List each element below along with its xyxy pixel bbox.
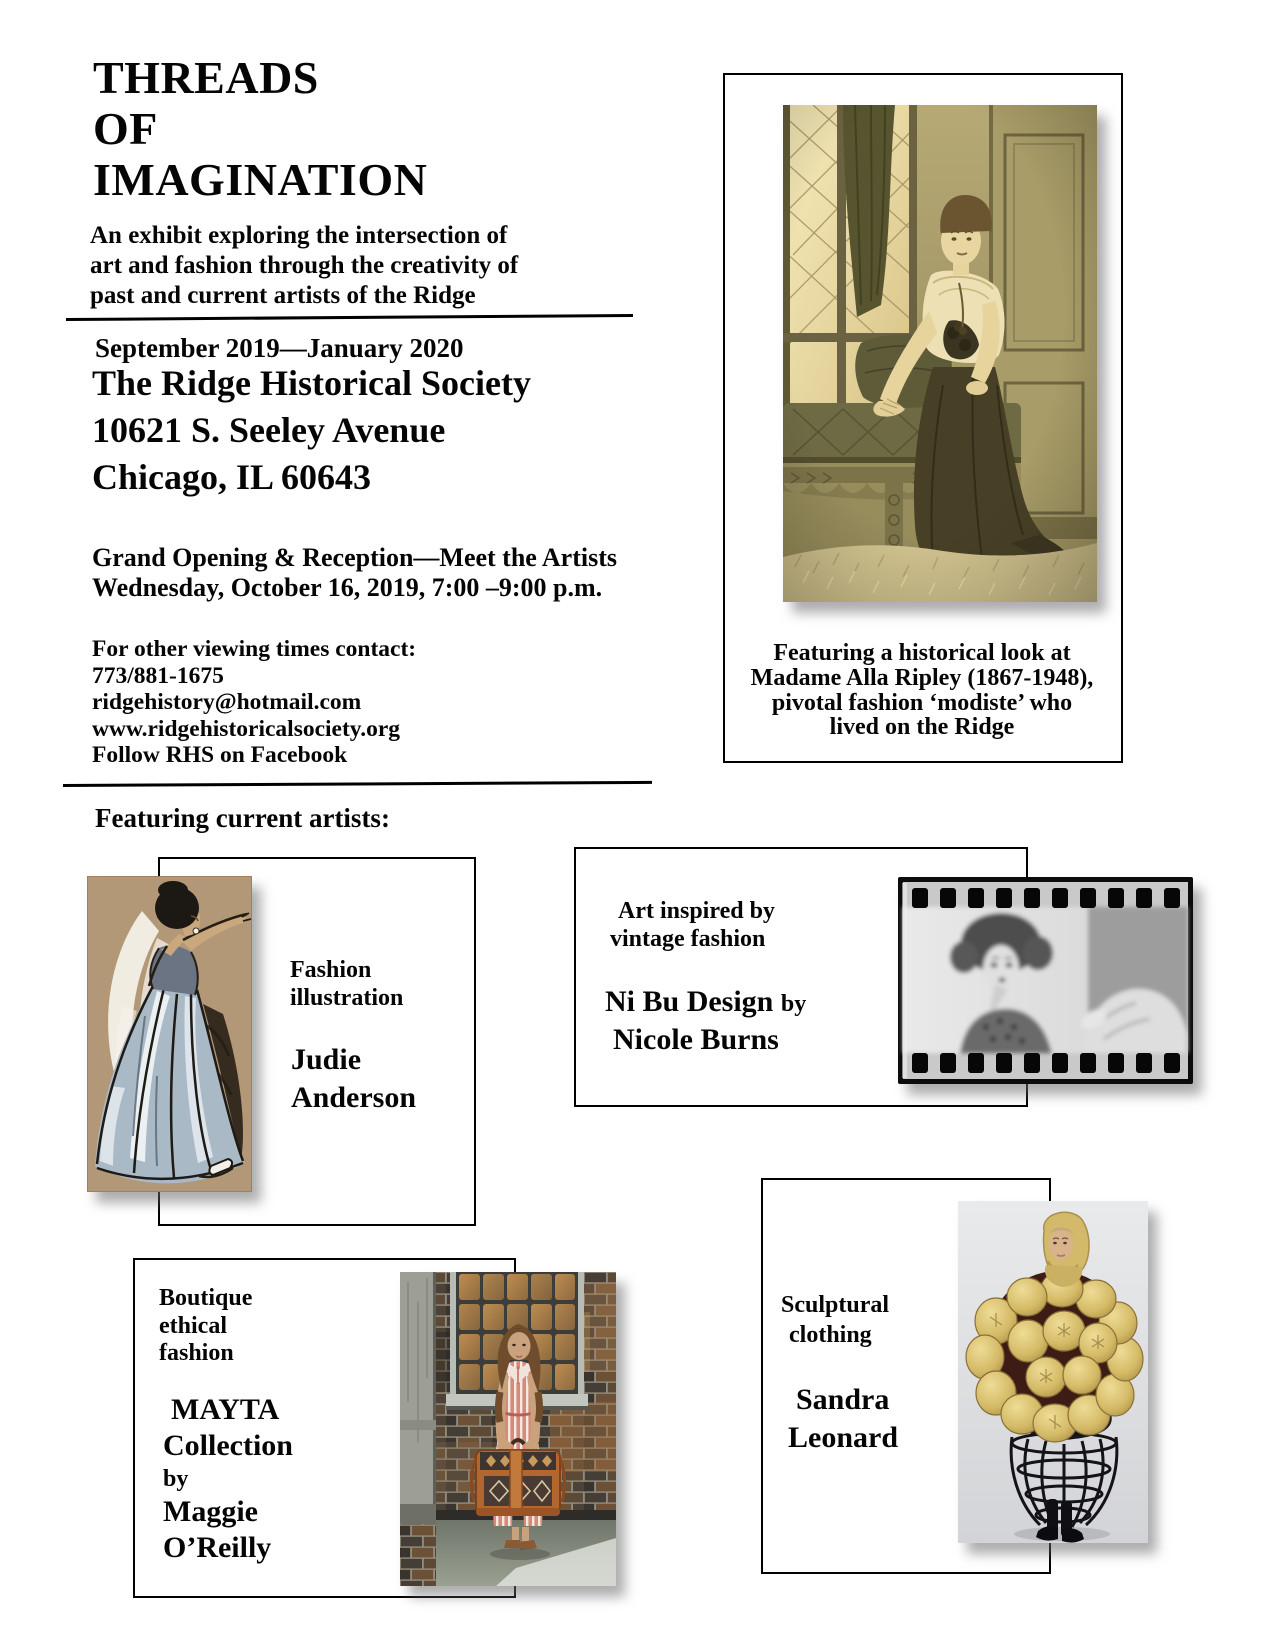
- exhibit-dates: September 2019—January 2020: [95, 333, 464, 363]
- sandra-name: [788, 1381, 898, 1457]
- venue-line: The Ridge Historical Society: [92, 363, 531, 403]
- sculptural-clothing-photo: [958, 1201, 1148, 1543]
- artist-name-line: Judie: [291, 1043, 362, 1076]
- specialty-line: Art inspired by: [618, 898, 775, 924]
- film-strip-doll-image: [898, 877, 1193, 1084]
- title-line: IMAGINATION: [93, 154, 428, 205]
- caption-line: lived on the Ridge: [829, 714, 1015, 741]
- nibu-name: [605, 984, 806, 1058]
- contact-info: [92, 636, 416, 769]
- opening-line: Grand Opening & Reception—Meet the Artists: [92, 543, 618, 572]
- artist-name-line: Maggie: [163, 1495, 258, 1528]
- judie-name: [291, 1041, 416, 1117]
- by-label: by: [163, 1466, 189, 1492]
- page-title: [93, 52, 427, 205]
- contact-website: www.ridgehistoricalsociety.org: [92, 715, 401, 742]
- divider-bottom: [63, 781, 652, 787]
- exhibit-subtitle: [90, 221, 518, 311]
- specialty-line: Sculptural: [781, 1292, 890, 1318]
- ripley-window-seat-photo: [783, 105, 1097, 602]
- artist-name-line: Nicole Burns: [613, 1023, 779, 1056]
- judie-specialty: [290, 957, 403, 1012]
- contact-phone: 773/881-1675: [92, 662, 224, 689]
- subtitle-line: An exhibit exploring the intersection of: [90, 222, 508, 249]
- specialty-line: illustration: [290, 984, 404, 1011]
- title-line: THREADS: [93, 52, 319, 103]
- feature-caption: [733, 641, 1111, 740]
- venue-line: 10621 S. Seeley Avenue: [92, 410, 446, 450]
- subtitle-line: past and current artists of the Ridge: [90, 282, 476, 309]
- specialty-line: ethical: [159, 1312, 227, 1339]
- specialty-line: fashion: [159, 1340, 234, 1366]
- brand-text: Ni Bu Design: [605, 985, 774, 1018]
- opening-reception-info: [92, 543, 617, 603]
- caption-line: Madame Alla Ripley (1867-1948),: [750, 664, 1094, 691]
- specialty-line: Fashion: [290, 957, 372, 983]
- mayta-model-photo: [400, 1272, 616, 1586]
- by-label: by: [780, 991, 807, 1017]
- divider-top: [66, 314, 633, 321]
- mayta-specialty: [159, 1285, 252, 1368]
- specialty-line: clothing: [789, 1322, 872, 1348]
- sandra-specialty: [781, 1290, 889, 1350]
- nibu-specialty: [610, 898, 775, 953]
- caption-line: pivotal fashion ‘modiste’ who: [771, 689, 1073, 716]
- mayta-name: [163, 1392, 293, 1566]
- venue-address: [92, 360, 531, 501]
- contact-facebook: Follow RHS on Facebook: [92, 742, 348, 768]
- artists-heading: Featuring current artists:: [95, 803, 390, 833]
- contact-line: For other viewing times contact:: [92, 636, 417, 662]
- artist-name-line: Anderson: [291, 1081, 417, 1114]
- specialty-line: Boutique: [159, 1285, 253, 1311]
- venue-line: Chicago, IL 60643: [92, 457, 372, 497]
- specialty-line: vintage fashion: [610, 925, 766, 952]
- title-line: OF: [93, 103, 158, 154]
- artist-name-line: Leonard: [788, 1421, 899, 1454]
- brand-line: Collection: [163, 1429, 293, 1462]
- artist-name-line: O’Reilly: [163, 1531, 272, 1564]
- opening-line: Wednesday, October 16, 2019, 7:00 –9:00 p.m.: [92, 573, 603, 602]
- caption-line: Featuring a historical look at: [773, 640, 1071, 666]
- contact-email: ridgehistory@hotmail.com: [92, 689, 362, 715]
- fashion-illustration-image: [87, 876, 252, 1192]
- artist-name-line: Sandra: [796, 1383, 890, 1416]
- brand-line: MAYTA: [171, 1393, 280, 1426]
- subtitle-line: art and fashion through the creativity of: [90, 252, 519, 279]
- artist-brand-line: [605, 984, 806, 1022]
